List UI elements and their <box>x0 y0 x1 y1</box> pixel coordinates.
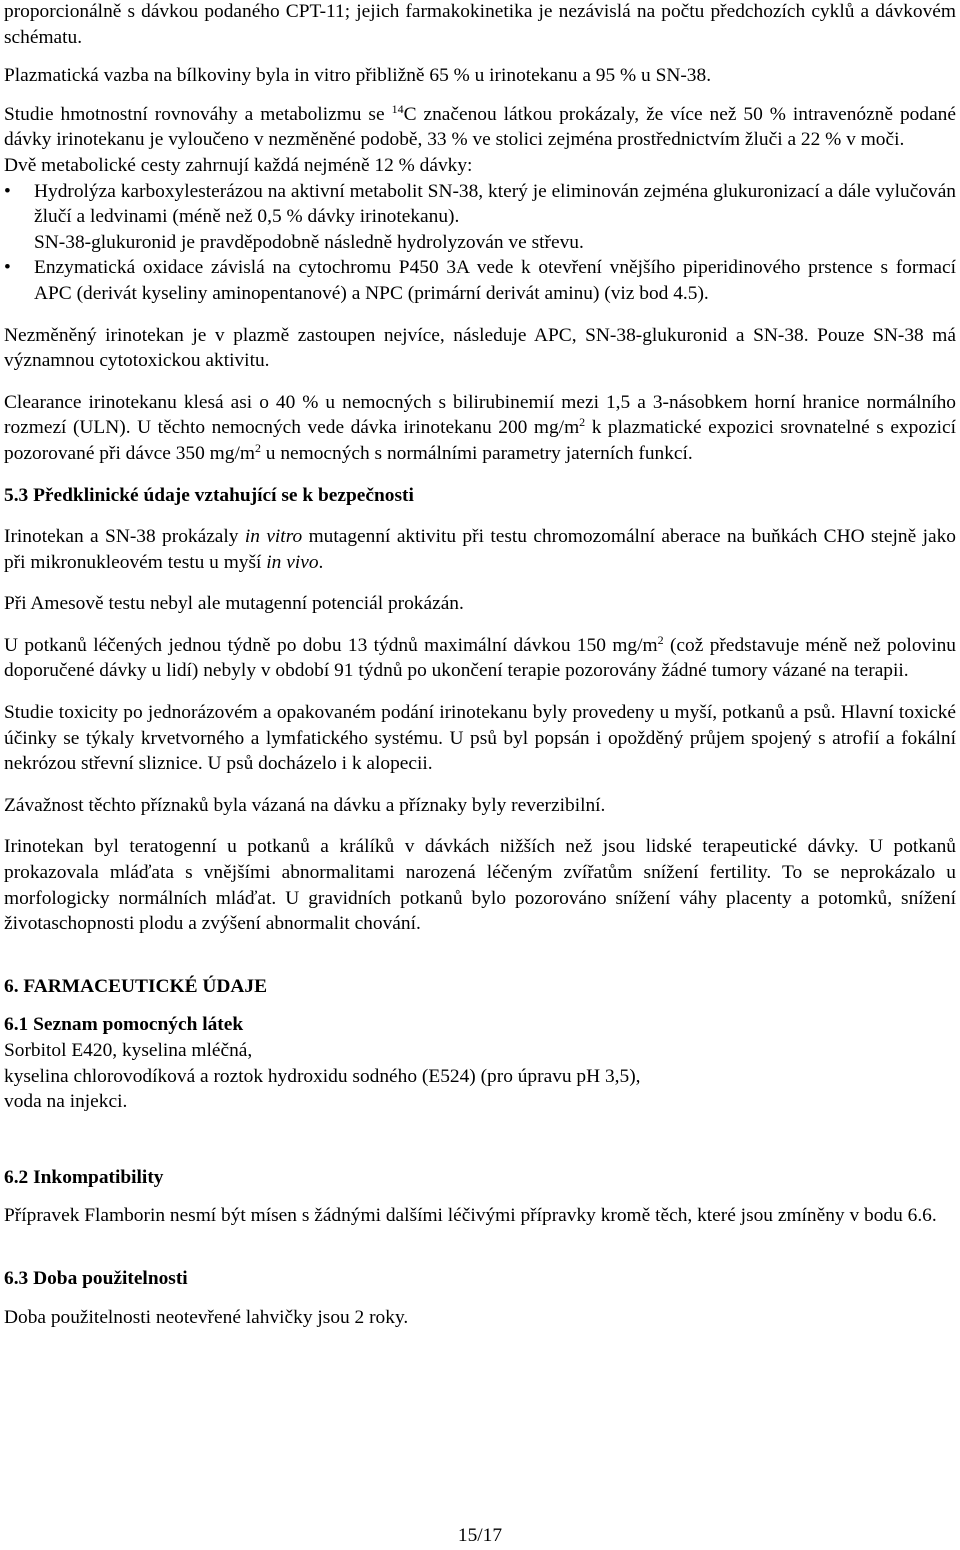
excipient-line: Sorbitol E420, kyselina mléčná, <box>4 1040 253 1061</box>
excipient-line: voda na injekci. <box>4 1091 128 1113</box>
paragraph-shelf-life: Doba použitelnosti neotevřené lahvičky jsou 2 roky. <box>4 1306 409 1328</box>
superscript-2: 2 <box>579 415 586 430</box>
list-item <box>4 179 956 256</box>
bullet-text-continued: SN-38-glukuronid je pravděpodobně následně hydrolyzován ve střevu. <box>34 231 584 253</box>
bullet-text: Enzymatická oxidace závislá na cytochromu P450 3A vede k otevření vnějšího piperidinového prstence s formací APC (derivát kyseliny aminopentanové) a NPC (primární derivát aminu) (viz bod 4.5). <box>34 257 956 304</box>
paragraph-teratogenic: Irinotekan byl teratogenní u potkanů a králíků v dávkách nižších než jsou lidské terapeutické dávky. U potkanů prokazovala mláďata s vnějšími abnormalitami narozená léčeným zvířatům snížení fertility. To se neprokázalo u morfologicky normálních mláďat. U gravidních potkanů bylo pozorováno snížení váhy placenty a potomků, snížení životaschopnosti plodu a zvýšení abnormalit chování. <box>4 836 956 935</box>
paragraph-unchanged-irinotecan: Nezměněný irinotekan je v plazmě zastoupen nejvíce, následuje APC, SN-38-glukuronid a SN-38. Pouze SN-38 má významnou cytotoxickou aktivitu. <box>4 324 956 372</box>
paragraph-mass-balance: Studie hmotnostní rovnováhy a metabolizmu se $^{14}$C značenou látkou prokázaly, že více než 50 % intravenózně podané dávky irinotekanu je vyloučeno v nezměněné podobě, 33 % ve stolici zejména prostřednictvím žluči a 22 % v moči. <box>4 101 956 151</box>
excipient-line: kyselina chlorovodíková a roztok hydroxidu sodného (E524) (pro úpravu pH 3,5), <box>4 1065 641 1087</box>
bullet-text: Hydrolýza karboxylesterázou na aktivní metabolit SN-38, který je eliminován zejména glukuronizací a dále vylučován žlučí a ledvinami (méně než 0,5 % dávky irinotekanu). <box>34 180 956 228</box>
heading-5-3: 5.3 Předklinické údaje vztahující se k bezpečnosti <box>4 484 414 506</box>
paragraph-mutagenic: Irinotekan a SN-38 prokázaly in vitro mutagenní aktivitu při testu chromozomální aberace na buňkách CHO stejně jako při mikronukleovém testu u myší in vivo. <box>4 526 956 573</box>
paragraph-rats-tumors: U potkanů léčených jednou týdně po dobu 13 týdnů maximální dávkou 150 $mg/m^2$ (což představuje méně než polovinu doporučené dávky u lidí) nebyly v období 91 týdnů po ukončení terapie pozorovány žádné tumory vázané na terapii. <box>4 632 956 682</box>
heading-6-1: 6.1 Seznam pomocných látek <box>4 1014 244 1036</box>
bullet-icon: • <box>4 257 11 279</box>
superscript-14: 14 <box>391 101 404 116</box>
paragraph-protein-binding: Plazmatická vazba na bílkoviny byla in vitro přibližně 65 % u irinotekanu a 95 % u SN-38. <box>4 65 712 87</box>
paragraph-incompatibility: Přípravek Flamborin nesmí být mísen s žádnými dalšími léčivými přípravky kromě těch, které jsou zmíněny v bodu 6.6. <box>4 1205 937 1227</box>
paragraph-severity: Závažnost těchto příznaků byla vázaná na dávku a příznaky byly reverzibilní. <box>4 794 606 816</box>
paragraph-metabolic-pathways: Dvě metabolické cesty zahrnují každá nejméně 12 % dávky: <box>4 154 473 176</box>
heading-6: 6. FARMACEUTICKÉ ÚDAJE <box>4 975 268 997</box>
paragraph-clearance: Clearance irinotekanu klesá asi o 40 % u nemocných s bilirubinemií mezi 1,5 a 3-násobkem horní hranice normálního rozmezí (ULN). U těchto nemocných vede dávka irinotekanu 200 $mg/m^2$ k plazmatické expozici srovnatelné s expozicí pozorované při dávce 350 $mg/m^2$ u nemocných s normálními parametry jaterních funkcí. <box>4 391 956 464</box>
paragraph-ames: Při Amesově testu nebyl ale mutagenní potenciál prokázán. <box>4 593 464 615</box>
page-number: 15/17 <box>457 1525 503 1546</box>
metabolic-pathways-list <box>4 179 956 307</box>
bullet-icon: • <box>4 180 11 202</box>
list-item <box>4 255 956 306</box>
superscript-2: 2 <box>657 632 664 647</box>
superscript-2: 2 <box>254 440 261 455</box>
heading-6-3: 6.3 Doba použitelnosti <box>4 1267 188 1289</box>
heading-6-2: 6.2 Inkompatibility <box>4 1166 164 1188</box>
paragraph-pk-proportional: proporcionálně s dávkou podaného CPT-11; jejich farmakokinetika je nezávislá na počtu předchozích cyklů a dávkovém schématu. <box>4 1 956 48</box>
paragraph-toxicity: Studie toxicity po jednorázovém a opakovaném podání irinotekanu byly provedeny u myší, potkanů a psů. Hlavní toxické účinky se týkaly krvetvorného a lymfatického systému. U psů byl popsán i opožděný průjem spojený s atrofií a fokální nekrózou střevní sliznice. U psů docházelo i k alopecii. <box>4 702 956 775</box>
